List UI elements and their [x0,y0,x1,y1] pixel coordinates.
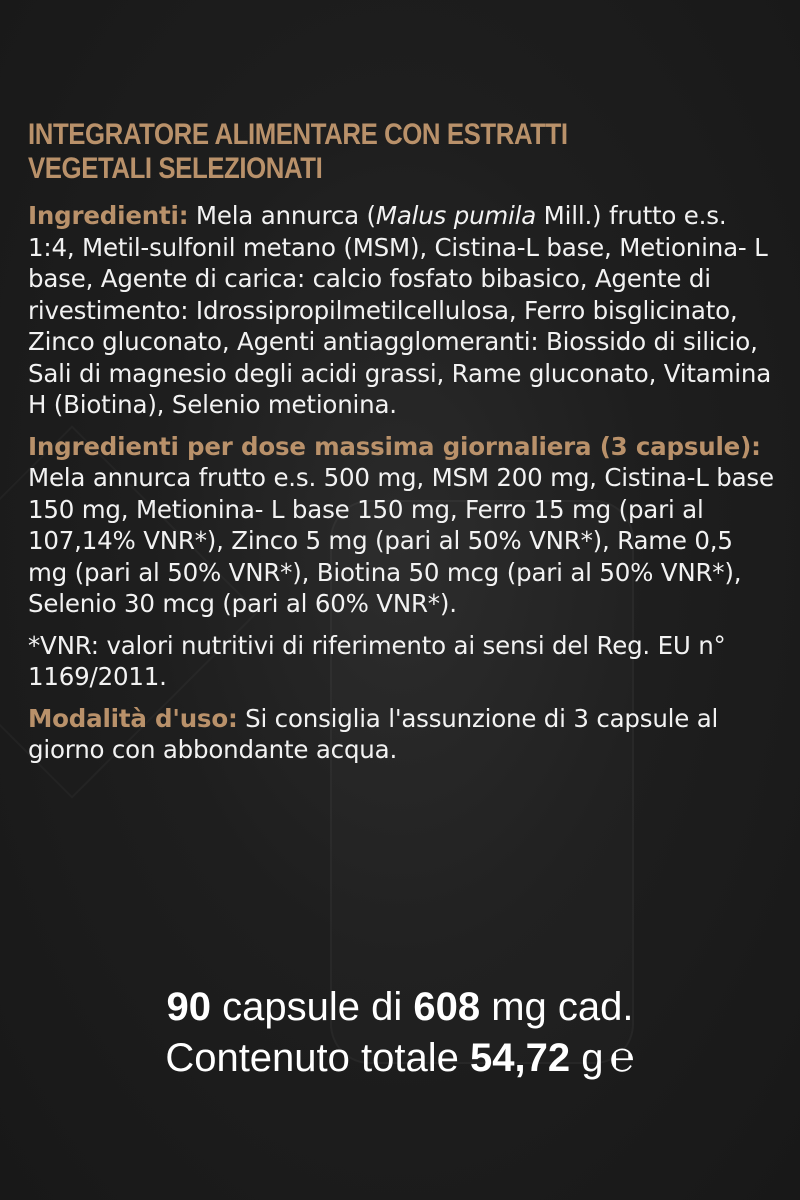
ingredients-botanical-name: Malus pumila [375,201,537,230]
estimated-sign-icon: ℮ [609,1032,635,1081]
usage-label: Modalità d'uso: [28,703,238,733]
capsule-weight: 608 [413,985,481,1029]
usage-paragraph [28,703,778,766]
product-heading [28,118,699,186]
total-value: 54,72 [469,1036,571,1080]
heading-line-2: VEGETALI SELEZIONATI [28,152,323,185]
total-label: Contenuto totale [165,1036,470,1080]
label-content [28,118,778,776]
ingredients-paragraph [28,200,778,421]
ingredients-text-rest: Mill.) frutto e.s. 1:4, Metil-sulfonil metano (MSM), Cistina-L base, Metionina- L base, Agente di carica: calcio fosfato bibasico, Agente di rivestimento: Idrossipropilmetilcellulosa, Ferro bisglicinato, Zinco gluconato, Agenti antiagglomeranti: Biossido di silicio, Sali di magnesio degli acidi grassi, Rame gluconato, Vitamina H (Biotina), Selenio metionina. [28,201,772,419]
ingredients-label: Ingredienti: [28,201,189,230]
daily-dose-label: Ingredienti per dose massima giornaliera (3 capsule): [28,431,761,461]
total-unit: g [570,1036,604,1080]
ingredients-text-start: Mela annurca ( [188,201,376,230]
total-content-line [0,1032,800,1083]
capsule-count: 90 [166,985,211,1029]
capsule-text: capsule di [211,985,414,1029]
usage-text: Si consiglia l'assunzione di 3 capsule al giorno con abbondante acqua. [28,703,719,764]
daily-dose-paragraph [28,431,778,620]
heading-line-1: INTEGRATORE ALIMENTARE CON ESTRATTI [28,118,568,151]
daily-dose-text: Mela annurca frutto e.s. 500 mg, MSM 200 mg, Cistina-L base 150 mg, Metionina- L base 150 mg, Ferro 15 mg (pari al 107,14% VNR*), Zinco 5 mg (pari al 50% VNR*), Rame 0,5 mg (pari al 50% VNR*), Biotina 50 mcg (pari al 50% VNR*), Selenio 30 mcg (pari al 60% VNR*). [28,463,774,618]
vnr-note: *VNR: valori nutritivi di riferimento ai sensi del Reg. EU n° 1169/2011. [28,630,726,691]
capsule-count-line [0,982,800,1032]
capsule-unit: mg cad. [480,985,634,1029]
